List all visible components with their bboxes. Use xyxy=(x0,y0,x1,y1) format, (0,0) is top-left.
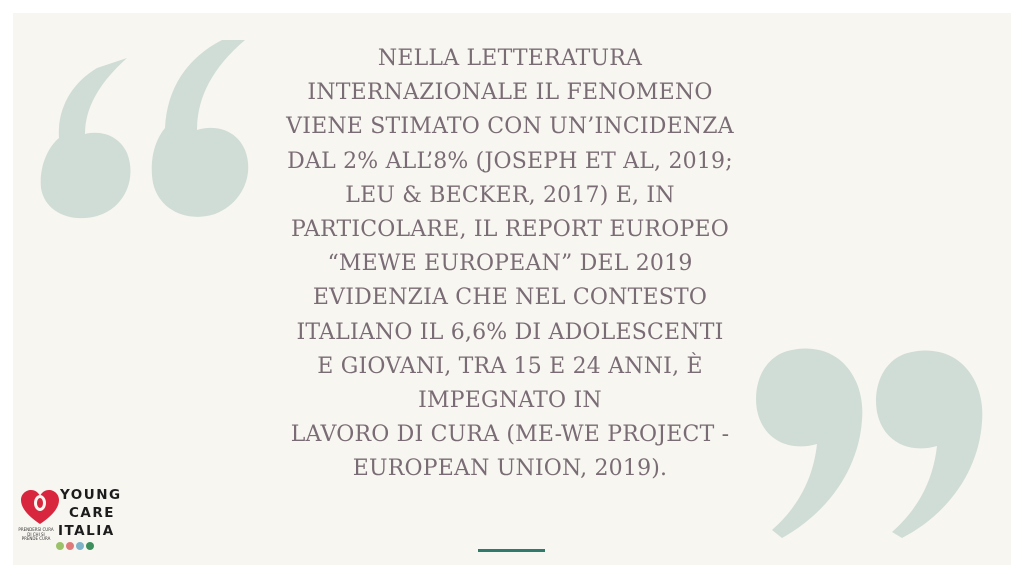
logo-dot xyxy=(56,542,64,550)
quote-text xyxy=(260,42,760,487)
quote-line: LAVORO DI CURA (ME-WE PROJECT - xyxy=(290,422,730,448)
logo-word-young: YOUNG xyxy=(60,487,122,503)
logo-dot xyxy=(76,542,84,550)
quote-line: IMPEGNATO IN xyxy=(418,388,602,414)
quote-line: EVIDENZIA CHE NEL CONTESTO xyxy=(312,285,708,311)
quote-line: EUROPEAN UNION, 2019). xyxy=(352,456,668,482)
quote-line: DAL 2% ALL’8% (JOSEPH ET AL, 2019; xyxy=(287,148,733,174)
heart-logo-icon xyxy=(18,488,62,526)
logo-dots xyxy=(56,542,94,550)
logo-word-italia: ITALIA xyxy=(58,523,115,539)
quote-line: E GIOVANI, TRA 15 E 24 ANNI, È xyxy=(317,353,703,379)
quote-line: LEU & BECKER, 2017) E, IN xyxy=(345,182,675,208)
logo-tagline-line: PRENDE CURA xyxy=(21,536,51,541)
open-quote-icon xyxy=(27,28,262,223)
logo-tagline-line: PRENDERSI CURA xyxy=(18,527,54,532)
young-care-italia-logo xyxy=(14,486,126,556)
logo-tagline-line: DI CHI SI xyxy=(27,531,45,537)
logo-dot xyxy=(86,542,94,550)
quote-line: INTERNAZIONALE IL FENOMENO xyxy=(307,80,713,106)
quote-line: ITALIANO IL 6,6% DI ADOLESCENTI xyxy=(296,319,724,345)
logo-word-care: CARE xyxy=(69,505,115,521)
quote-line: VIENE STIMATO CON UN’INCIDENZA xyxy=(286,114,734,140)
logo-tagline xyxy=(14,528,58,542)
divider-line xyxy=(478,549,545,552)
logo-dot xyxy=(66,542,74,550)
close-quote-icon xyxy=(747,340,987,540)
quote-line: PARTICOLARE, IL REPORT EUROPEO xyxy=(291,217,729,243)
quote-line: NELLA LETTERATURA xyxy=(377,46,643,71)
quote-line: “MEWE EUROPEAN” DEL 2019 xyxy=(327,251,693,277)
